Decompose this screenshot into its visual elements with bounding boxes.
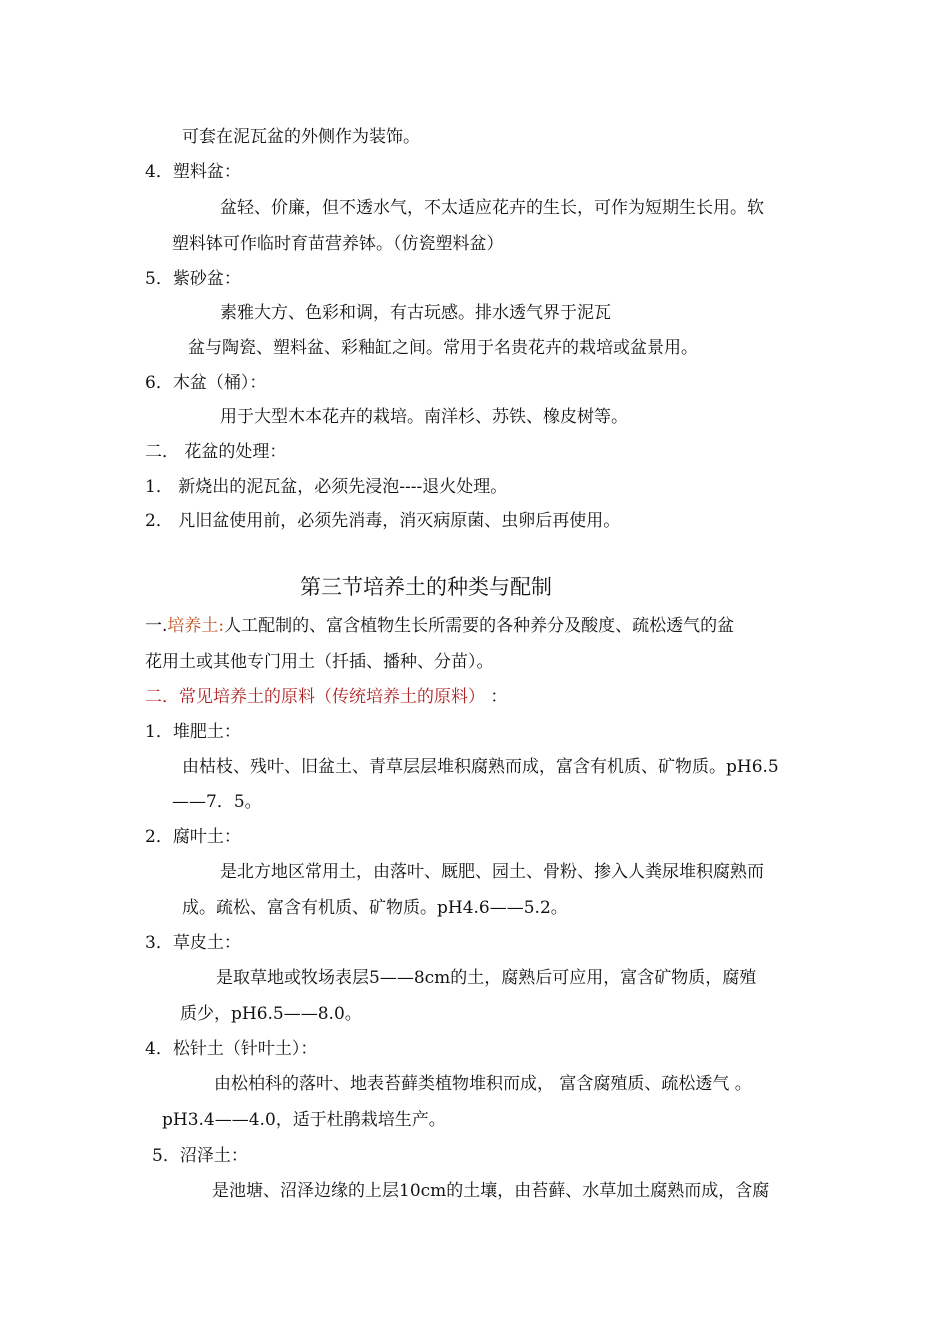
text-line: 可套在泥瓦盆的外侧作为装饰。	[182, 127, 420, 147]
definition-text: 人工配制的、富含植物生长所需要的各种养分及酸度、疏松透气的盆	[224, 616, 735, 636]
text-line: 由枯枝、残叶、旧盆土、青草层层堆积腐熟而成，富含有机质、矿物质。pH6.5	[182, 757, 779, 777]
list-item: 6．木盆（桶）：	[145, 373, 267, 393]
text-line: 由松柏科的落叶、地表苔藓类植物堆积而成， 富含腐殖质、疏松透气 。	[214, 1074, 752, 1094]
list-item: 1．堆肥土：	[145, 722, 241, 742]
text-line: 花用土或其他专门用土（扦插、播种、分苗）。	[145, 652, 494, 672]
subsection-heading-suffix: ：	[485, 687, 508, 707]
text-line: 盆与陶瓷、塑料盆、彩釉缸之间。常用于名贵花卉的栽培或盆景用。	[188, 338, 698, 358]
list-item: 二． 花盆的处理：	[145, 442, 287, 462]
list-item: 3．草皮土：	[145, 933, 241, 953]
text-line: 是北方地区常用土，由落叶、厩肥、园土、骨粉、掺入人粪尿堆积腐熟而	[220, 862, 764, 882]
text-line: 塑料钵可作临时育苗营养钵。（仿瓷塑料盆）	[172, 234, 504, 254]
text-line: 成。疏松、富含有机质、矿物质。pH4.6——5.2。	[182, 898, 568, 918]
list-item: 4．塑料盆：	[145, 162, 241, 182]
definition-line	[145, 615, 734, 637]
text-line: 用于大型木本花卉的栽培。南洋杉、苏铁、橡皮树等。	[220, 407, 628, 427]
list-item: 1． 新烧出的泥瓦盆，必须先浸泡----退火处理。	[145, 477, 508, 497]
list-item: 4．松针土（针叶土）：	[145, 1039, 318, 1059]
subsection-heading-text: 二．常见培养土的原料（传统培养土的原料）	[145, 687, 485, 707]
text-line: 盆轻、价廉，但不透水气，不太适应花卉的生长，可作为短期生长用。软	[220, 198, 764, 218]
text-line: 是池塘、沼泽边缘的上层10cm的土壤，由苔藓、水草加土腐熟而成，含腐	[212, 1181, 770, 1201]
definition-term: 培养土:	[167, 616, 225, 636]
list-item: 2． 凡旧盆使用前，必须先消毒，消灭病原菌、虫卵后再使用。	[145, 511, 621, 531]
text-line: 质少，pH6.5——8.0。	[180, 1004, 362, 1024]
text-line: ——7．5。	[172, 792, 262, 812]
section-title: 第三节培养土的种类与配制	[300, 575, 552, 599]
list-item: 2．腐叶土：	[145, 827, 241, 847]
list-item: 5．沼泽土：	[152, 1146, 248, 1166]
list-item: 5．紫砂盆：	[145, 269, 241, 289]
text-line: 是取草地或牧场表层5——8cm的土，腐熟后可应用，富含矿物质，腐殖	[216, 968, 757, 988]
definition-prefix: 一.	[145, 616, 168, 636]
text-line: pH3.4——4.0，适于杜鹃栽培生产。	[162, 1110, 446, 1130]
subsection-heading	[145, 686, 507, 708]
text-line: 素雅大方、色彩和调，有古玩感。排水透气界于泥瓦	[220, 303, 611, 323]
